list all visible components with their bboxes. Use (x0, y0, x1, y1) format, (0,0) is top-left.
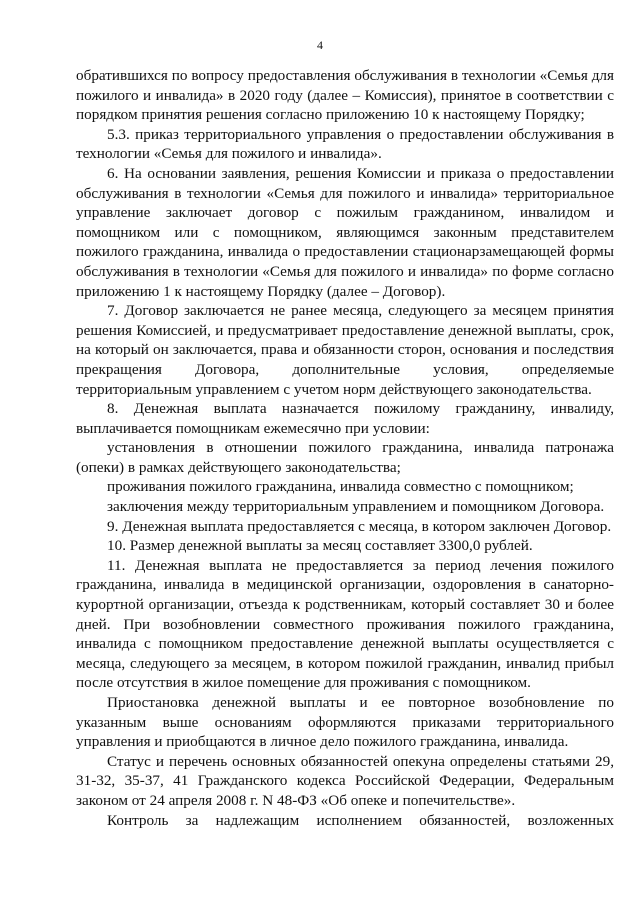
paragraph-5-3: 5.3. приказ территориального управления о предоставлении обслуживания в технологии «Семья для пожилого и инвалида». (76, 125, 614, 163)
paragraph-commission-decision: обратившихся по вопросу предоставления обслуживания в технологии «Семья для пожилого и инвалида» в 2020 году (далее – Комиссия), принятое в соответствии с порядком принятия решения согласно приложению 10 к настоящему Порядку; (76, 67, 614, 124)
paragraph-control: Контроль за надлежащим исполнением обязанностей, возложенных (107, 811, 614, 829)
page-number: 4 (317, 38, 323, 52)
paragraph-condition-cohabitation: проживания пожилого гражданина, инвалида совместно с помощником; (107, 478, 574, 496)
paragraph-6: 6. На основании заявления, решения Комиссии и приказа о предоставлении обслуживания в технологии «Семья для пожилого и инвалида» территориальное управление заключает договор с пожилым гражданином, инвалидом и помощником или с помощником, являющимся законным представителем пожилого гражданина, инвалида о предоставлении стационарзамещающей формы обслуживания в технологии «Семья для пожилого и инвалида» по форме согласно приложению 1 к настоящему Порядку (далее – Договор). (76, 164, 614, 300)
paragraph-9: 9. Денежная выплата предоставляется с месяца, в котором заключен Договор. (107, 517, 612, 535)
paragraph-10: 10. Размер денежной выплаты за месяц составляет 3300,0 рублей. (107, 537, 533, 555)
paragraph-7: 7. Договор заключается не ранее месяца, следующего за месяцем принятия решения Комиссией, и предусматривает предоставление денежной выплаты, срок, на который он заключается, права и обязанности сторон, основания и последствия прекращения Договора, дополнительные условия, определяемые территориальным управлением с учетом норм действующего законодательства. (76, 302, 614, 398)
paragraph-guardian-status: Статус и перечень основных обязанностей опекуна определены статьями 29, 31-32, 35-37, 41 Гражданского кодекса Российской Федерации, Федеральным законом от 24 апреля 2008 г. N 48-ФЗ «Об опеке и попечительстве». (76, 752, 614, 809)
paragraph-condition-contract: заключения между территориальным управлением и помощником Договора. (107, 498, 605, 516)
paragraph-suspension: Приостановка денежной выплаты и ее повторное возобновление по указанным выше основаниям оформляются приказами территориального управления и приобщаются в личное дело пожилого гражданина, инвалида. (76, 694, 614, 751)
paragraph-11: 11. Денежная выплата не предоставляется за период лечения пожилого гражданина, инвалида в медицинской организации, оздоровления в санаторно-курортной организации, отъезда к родственникам, который составляет 30 и более дней. При возобновлении совместного проживания пожилого гражданина, инвалида с помощником предоставление денежной выплаты осуществляется с месяца, следующего за месяцем, в котором пожилой гражданин, инвалид прибыл после отсутствия в жилое помещение для проживания с помощником. (76, 556, 614, 692)
paragraph-8: 8. Денежная выплата назначается пожилому гражданину, инвалиду, выплачивается помощникам ежемесячно при условии: (76, 400, 614, 437)
document-body (76, 66, 614, 830)
paragraph-condition-guardianship: установления в отношении пожилого гражданина, инвалида патронажа (опеки) в рамках действующего законодательства; (76, 439, 614, 476)
